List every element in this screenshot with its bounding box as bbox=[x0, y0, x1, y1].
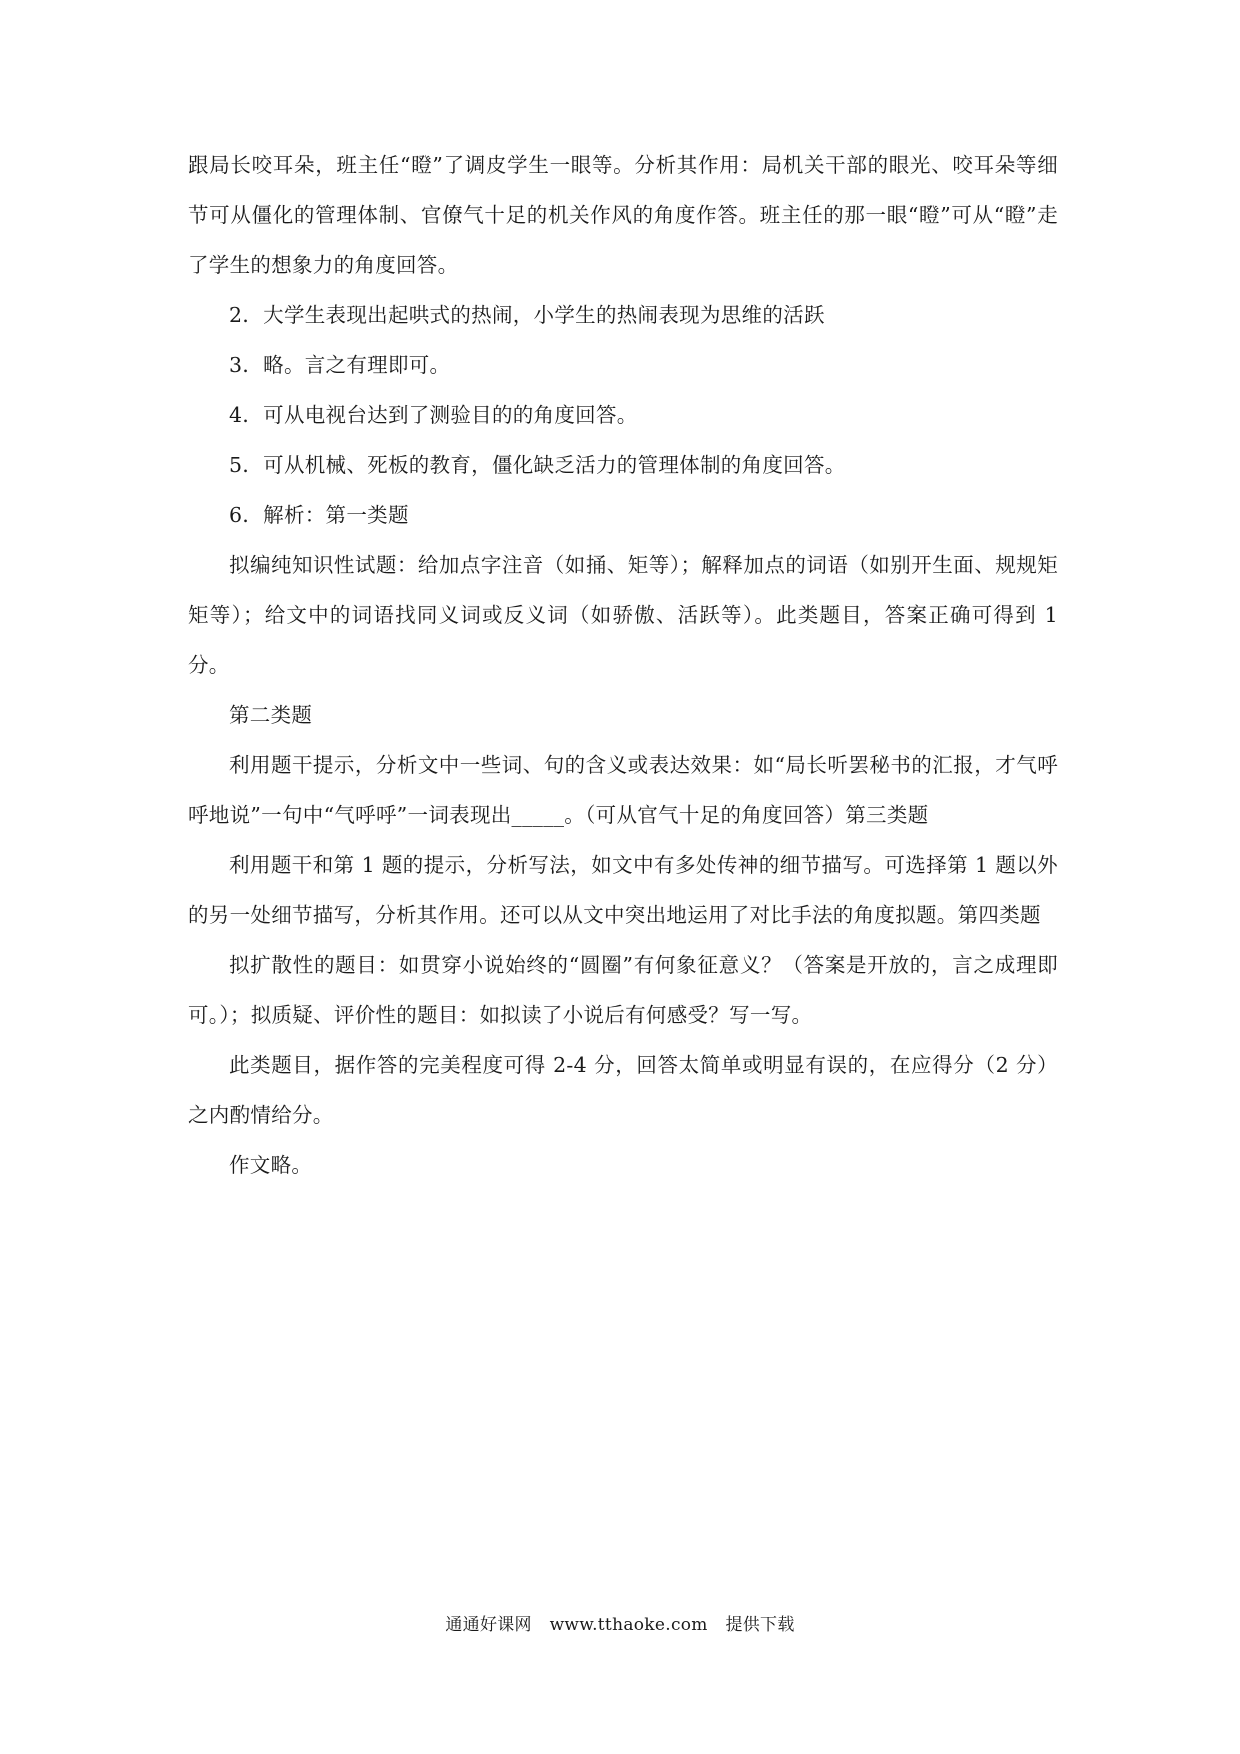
paragraph-6: 6．解析：第一类题 bbox=[229, 503, 409, 527]
paragraph-13: 作文略。 bbox=[229, 1153, 313, 1177]
footer-url: www.tthaoke.com bbox=[549, 1615, 708, 1635]
paragraph-8: 第二类题 bbox=[229, 703, 313, 727]
footer-site-name: 通通好课网 bbox=[445, 1615, 532, 1635]
document-body bbox=[188, 140, 1058, 1190]
paragraph-1: 跟局长咬耳朵，班主任“瞪”了调皮学生一眼等。分析其作用：局机关干部的眼光、咬耳朵等细节可从僵化的管理体制、官僚气十足的机关作风的角度作答。班主任的那一眼“瞪”可从“瞪”走了学生的想象力的角度回答。 bbox=[188, 153, 1058, 277]
paragraph-10: 利用题干和第 1 题的提示，分析写法，如文中有多处传神的细节描写。可选择第 1 题以外的另一处细节描写，分析其作用。还可以从文中突出地运用了对比手法的角度拟题。第四类题 bbox=[188, 853, 1058, 927]
paragraph-7: 拟编纯知识性试题：给加点字注音（如捅、矩等）；解释加点的词语（如别开生面、规规矩矩等）；给文中的词语找同义词或反义词（如骄傲、活跃等）。此类题目，答案正确可得到 1 分。 bbox=[188, 553, 1058, 677]
page-footer bbox=[0, 1610, 1240, 1635]
paragraph-3: 3．略。言之有理即可。 bbox=[229, 353, 451, 377]
paragraph-11: 拟扩散性的题目：如贯穿小说始终的“圆圈”有何象征意义？（答案是开放的，言之成理即可。）；拟质疑、评价性的题目：如拟读了小说后有何感受？写一写。 bbox=[188, 953, 1058, 1027]
footer-suffix: 提供下载 bbox=[725, 1615, 795, 1635]
paragraph-9: 利用题干提示，分析文中一些词、句的含义或表达效果：如“局长听罢秘书的汇报，才气呼呼地说”一句中“气呼呼”一词表现出_____。（可从官气十足的角度回答）第三类题 bbox=[188, 753, 1058, 827]
paragraph-5: 5．可从机械、死板的教育，僵化缺乏活力的管理体制的角度回答。 bbox=[229, 453, 846, 477]
paragraph-12: 此类题目，据作答的完美程度可得 2-4 分，回答太简单或明显有误的，在应得分（2 分）之内酌情给分。 bbox=[188, 1053, 1058, 1127]
paragraph-2: 2．大学生表现出起哄式的热闹，小学生的热闹表现为思维的活跃 bbox=[229, 303, 825, 327]
paragraph-4: 4．可从电视台达到了测验目的的角度回答。 bbox=[229, 403, 638, 427]
